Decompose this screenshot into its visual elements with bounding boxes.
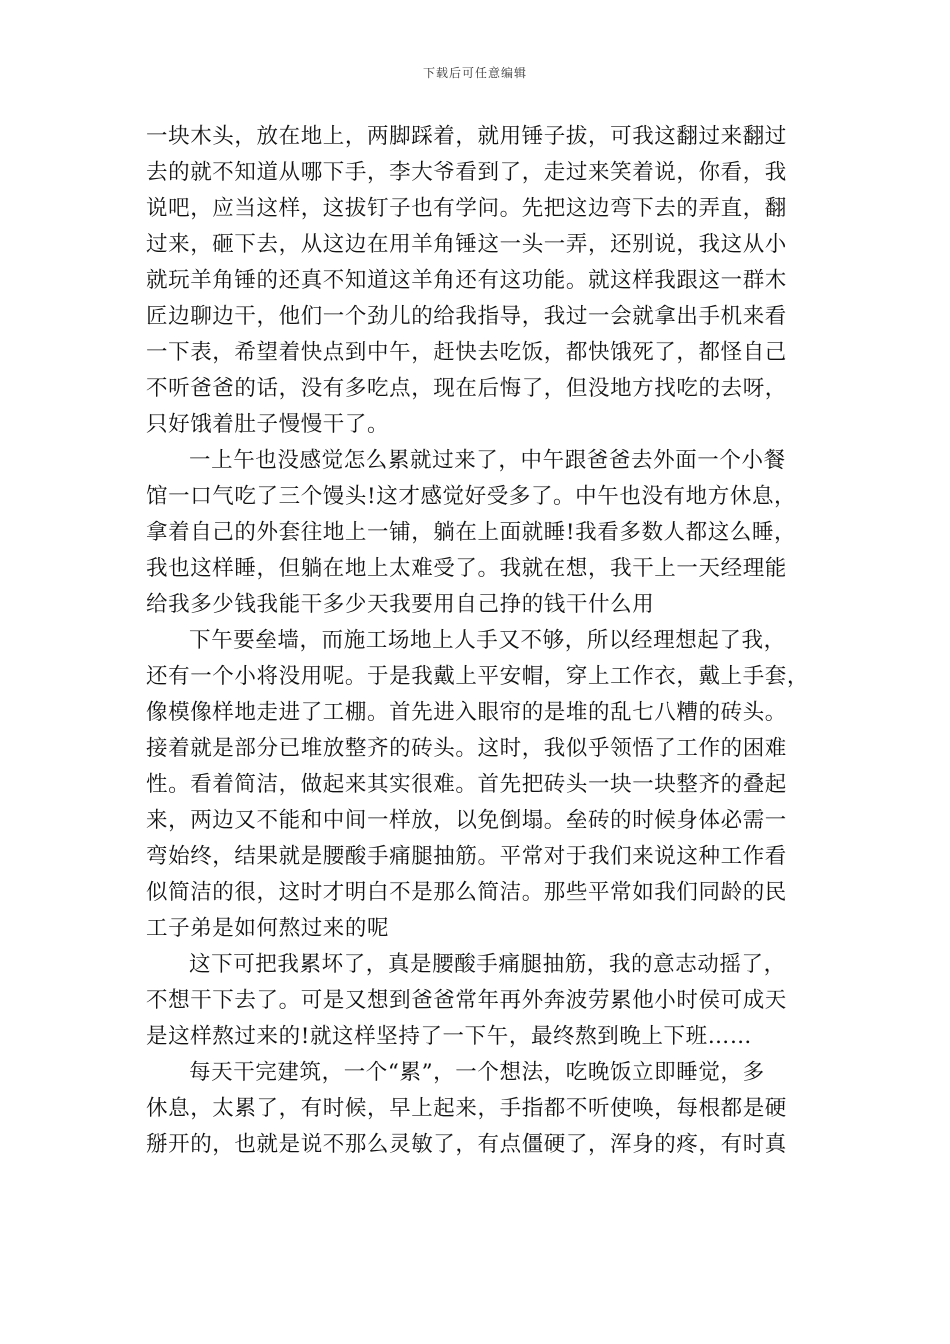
paragraph-4 — [146, 947, 816, 1055]
text-line: 只好饿着肚子慢慢干了。 — [146, 412, 390, 437]
paragraph-5 — [146, 1055, 816, 1163]
text-line: 过来，砸下去，从这边在用羊角锤这一头一弄，还别说，我这从小 — [146, 232, 787, 257]
text-line: 似简洁的很，这时才明白不是那么简洁。那些平常如我们同龄的民 — [146, 880, 787, 905]
text-line: 我也这样睡，但躺在地上太难受了。我就在想，我干上一天经理能 — [146, 556, 787, 581]
text-line: 去的就不知道从哪下手，李大爷看到了，走过来笑着说，你看，我 — [146, 160, 787, 185]
text-line: 匠边聊边干，他们一个劲儿的给我指导，我过一会就拿出手机来看 — [146, 304, 787, 329]
text-line: 掰开的，也就是说不那么灵敏了，有点僵硬了，浑身的疼，有时真 — [146, 1132, 787, 1157]
paragraph-3 — [146, 623, 816, 947]
text-line: 这下可把我累坏了，真是腰酸手痛腿抽筋，我的意志动摇了， — [189, 952, 786, 977]
text-line: 就玩羊角锤的还真不知道这羊角还有这功能。就这样我跟这一群木 — [146, 268, 787, 293]
text-line: 下午要垒墙，而施工场地上人手又不够，所以经理想起了我， — [189, 628, 786, 653]
text-line: 不想干下去了。可是又想到爸爸常年再外奔波劳累他小时侯可成天 — [146, 988, 787, 1013]
page-header: 下载后可任意编辑 — [422, 66, 527, 80]
text-line: 工子弟是如何熬过来的呢 — [146, 916, 390, 941]
paragraph-1 — [146, 119, 816, 443]
text-line: 每天干完建筑，一个“累”，一个想法，吃晚饭立即睡觉，多 — [189, 1060, 765, 1085]
text-line: 弯始终，结果就是腰酸手痛腿抽筋。平常对于我们来说这种工作看 — [146, 844, 787, 869]
text-line: 接着就是部分已堆放整齐的砖头。这时，我似乎领悟了工作的困难 — [146, 736, 787, 761]
text-line: 馆一口气吃了三个馒头!这才感觉好受多了。中午也没有地方休息， — [146, 484, 797, 509]
text-line: 像模像样地走进了工棚。首先进入眼帘的是堆的乱七八糟的砖头。 — [146, 700, 787, 725]
text-line: 一块木头，放在地上，两脚踩着，就用锤子拔，可我这翻过来翻过 — [146, 124, 787, 149]
text-line: 来，两边又不能和中间一样放，以免倒塌。垒砖的时候身体必需一 — [146, 808, 787, 833]
text-line: 说吧，应当这样，这拔钉子也有学问。先把这边弯下去的弄直，翻 — [146, 196, 787, 221]
text-line: 不听爸爸的话，没有多吃点，现在后悔了，但没地方找吃的去呀， — [146, 376, 787, 401]
paragraph-2 — [146, 443, 816, 623]
text-line: 性。看着简洁，做起来其实很难。首先把砖头一块一块整齐的叠起 — [146, 772, 787, 797]
text-line: 给我多少钱我能干多少天我要用自己挣的钱干什么用 — [146, 592, 655, 617]
text-line: 还有一个小将没用呢。于是我戴上平安帽，穿上工作衣，戴上手套， — [146, 664, 810, 689]
text-line: 是这样熬过来的!就这样坚持了一下午，最终熬到晚上下班…… — [146, 1024, 752, 1049]
text-line: 一上午也没感觉怎么累就过来了，中午跟爸爸去外面一个小餐 — [189, 448, 786, 473]
text-line: 一下表，希望着快点到中午，赶快去吃饭，都快饿死了，都怪自己 — [146, 340, 787, 365]
text-line: 休息，太累了，有时候，早上起来，手指都不听使唤，每根都是硬 — [146, 1096, 787, 1121]
document-body — [146, 119, 816, 1163]
text-line: 拿着自己的外套往地上一铺，躺在上面就睡!我看多数人都这么睡， — [146, 520, 797, 545]
